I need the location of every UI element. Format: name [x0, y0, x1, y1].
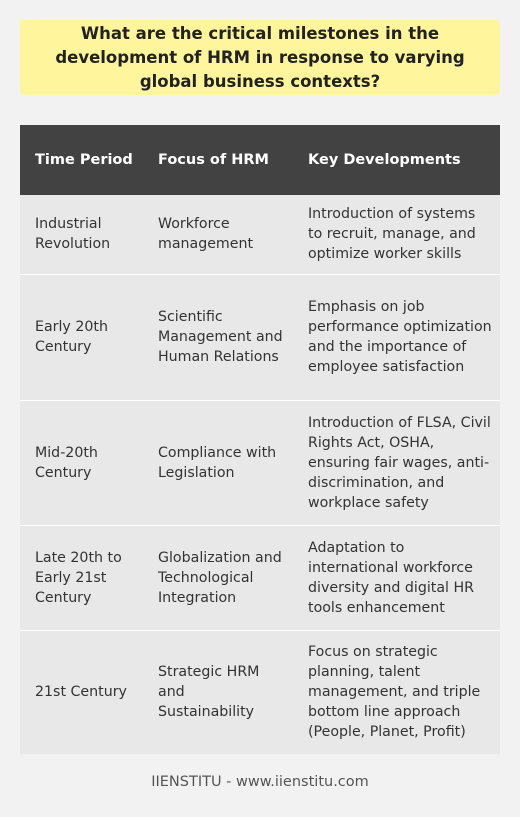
cell-time-period: 21st Century [35, 684, 127, 701]
footer-credit: IIENSTITU - www.iienstitu.com [151, 774, 369, 790]
cell-developments: Introduction of FLSA, Civil Rights Act, OSHA, ensuring fair wages, anti-discrimination, and workplace safety [308, 414, 491, 511]
header-focus-of-hrm: Focus of HRM [158, 152, 269, 168]
title-banner [20, 20, 500, 95]
page-title: What are the critical milestones in the development of HRM in response to varying global business contexts? [55, 23, 465, 91]
header-key-developments: Key Developments [308, 152, 461, 168]
table-header-row [20, 125, 500, 195]
table-row [20, 195, 500, 274]
cell-developments: Emphasis on job performance optimization and the importance of employee satisfaction [308, 299, 492, 375]
cell-developments: Focus on strategic planning, talent management, and triple bottom line approach (People, Planet, Profit) [308, 644, 481, 741]
cell-time-period: Early 20th Century [35, 319, 108, 355]
table-row [20, 274, 500, 400]
table-row [20, 630, 500, 754]
hrm-milestones-table [20, 125, 500, 754]
cell-focus: Workforce management [158, 216, 254, 253]
cell-focus: Strategic HRM and Sustainability [158, 664, 260, 721]
cell-focus: Globalization and Technological Integration [158, 549, 282, 606]
table-row [20, 400, 500, 525]
cell-focus: Compliance with Legislation [158, 444, 277, 481]
cell-time-period: Late 20th to Early 21st Century [35, 549, 122, 606]
table-row [20, 525, 500, 630]
cell-time-period: Industrial Revolution [35, 216, 111, 253]
cell-time-period: Mid-20th Century [35, 444, 98, 481]
cell-developments: Adaptation to international workforce diversity and digital HR tools enhancement [308, 539, 475, 616]
cell-developments: Introduction of systems to recruit, manage, and optimize worker skills [308, 206, 476, 263]
cell-focus: Scientific Management and Human Relations [158, 309, 283, 365]
header-time-period: Time Period [35, 152, 133, 168]
